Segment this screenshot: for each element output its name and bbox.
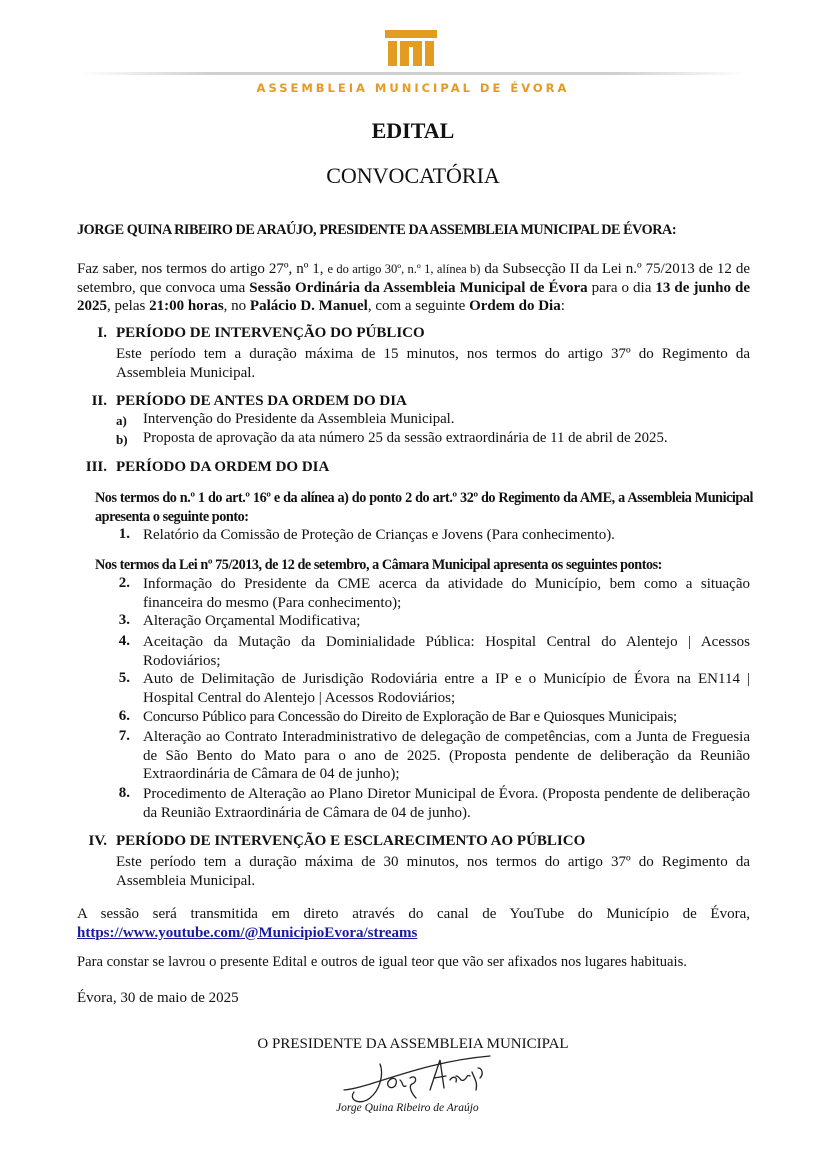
intro-paragraph: Faz saber, nos termos do artigo 27º, nº 1, e do artigo 30º, n.º 1, alínea b) da Subsecção II da Lei n.º 75/2013 de 12 de setembro, que convoca uma Sessão Ordinária da Assembleia Municipal de Évora para o dia 13 de junho de 2025, pelas 21:00 horas, no Palácio D. Manuel, com a seguinte Ordem do Dia: [77, 261, 750, 314]
page-title: EDITAL [371, 118, 455, 143]
list-item-letter: a) [116, 413, 127, 428]
broadcast-paragraph: A sessão será transmitida em direto através do canal de YouTube do Município de Évora, https://www.youtube.com/@MunicipioEvora/streams [77, 906, 750, 941]
signatory-name: Jorge Quina Ribeiro de Araújo [336, 1102, 479, 1114]
section-number: III. [85, 459, 107, 475]
item-number: 7. [118, 728, 130, 744]
item-number: 6. [118, 708, 130, 724]
item-number: 4. [118, 633, 130, 649]
item-number: 8. [118, 785, 130, 801]
cm-intro: Nos termos da Lei nº 75/2013, de 12 de setembro, a Câmara Municipal apresenta os seguintes pontos: [95, 557, 662, 573]
page-subtitle: CONVOCATÓRIA [326, 163, 500, 188]
columns-logo-icon [385, 30, 437, 68]
section-text: Este período tem a duração máxima de 30 minutos, nos termos do artigo 37º do Regimento da Assembleia Municipal. [116, 854, 750, 889]
item-number: 3. [118, 612, 130, 628]
list-item: Procedimento de Alteração ao Plano Diretor Municipal de Évora. (Proposta pendente de deliberação da Reunião Extraordinária de Câmara de 04 de junho). [143, 786, 750, 821]
organization-name: ASSEMBLEIA MUNICIPAL DE ÉVORA [256, 81, 570, 95]
youtube-link[interactable]: https://www.youtube.com/@MunicipioEvora/streams [77, 924, 418, 941]
list-item: Informação do Presidente da CME acerca da atividade do Município, bem como a situação financeira do mesmo (Para conhecimento); [143, 576, 750, 611]
section-text: Este período tem a duração máxima de 15 minutos, nos termos do artigo 37º do Regimento da Assembleia Municipal. [116, 346, 750, 381]
closing-paragraph: Para constar se lavrou o presente Edital e outros de igual teor que vão ser afixados nos lugares habituais. [77, 954, 687, 970]
list-item: Proposta de aprovação da ata número 25 da sessão extraordinária de 11 de abril de 2025. [143, 430, 668, 446]
list-item: Auto de Delimitação de Jurisdição Rodoviária entre a IP e o Município de Évora na EN114 | Hospital Central do Alentejo | Acessos Rodoviários; [143, 671, 750, 706]
president-line: JORGE QUINA RIBEIRO DE ARAÚJO, PRESIDENTE DA ASSEMBLEIA MUNICIPAL DE ÉVORA: [77, 222, 677, 238]
list-item: Intervenção do Presidente da Assembleia Municipal. [143, 411, 455, 427]
section-title: PERÍODO DE ANTES DA ORDEM DO DIA [116, 393, 407, 409]
ame-intro: Nos termos do n.º 1 do art.º 16º e da alínea a) do ponto 2 do art.º 32º do Regimento da AME, a Assembleia Municipal apresenta o seguinte ponto: [95, 490, 753, 525]
section-number: IV. [88, 833, 107, 849]
list-item: Aceitação da Mutação da Dominialidade Pública: Hospital Central do Alentejo | Acessos Rodoviários; [143, 634, 750, 669]
header-divider [80, 72, 746, 75]
section-title: PERÍODO DA ORDEM DO DIA [116, 459, 330, 475]
section-title: PERÍODO DE INTERVENÇÃO E ESCLARECIMENTO AO PÚBLICO [116, 833, 586, 849]
item-number: 2. [118, 575, 130, 591]
date-line: Évora, 30 de maio de 2025 [77, 990, 239, 1006]
list-item: Alteração Orçamental Modificativa; [143, 613, 361, 629]
item-number: 1. [118, 526, 130, 542]
list-item: Concurso Público para Concessão do Direito de Exploração de Bar e Quiosques Municipais; [143, 709, 677, 725]
list-item: Relatório da Comissão de Proteção de Crianças e Jovens (Para conhecimento). [143, 527, 615, 543]
signature-title: O PRESIDENTE DA ASSEMBLEIA MUNICIPAL [257, 1036, 569, 1052]
section-number: II. [91, 393, 107, 409]
section-title: PERÍODO DE INTERVENÇÃO DO PÚBLICO [116, 325, 425, 341]
list-item-letter: b) [116, 432, 128, 447]
section-number: I. [97, 325, 107, 341]
item-number: 5. [118, 670, 130, 686]
list-item: Alteração ao Contrato Interadministrativo de delegação de competências, com a Junta de Freguesia de São Bento do Mato para o ano de 2025. (Proposta pendente de deliberação da Reunião Extraordinária de Câmara de 04 de junho); [143, 729, 750, 782]
